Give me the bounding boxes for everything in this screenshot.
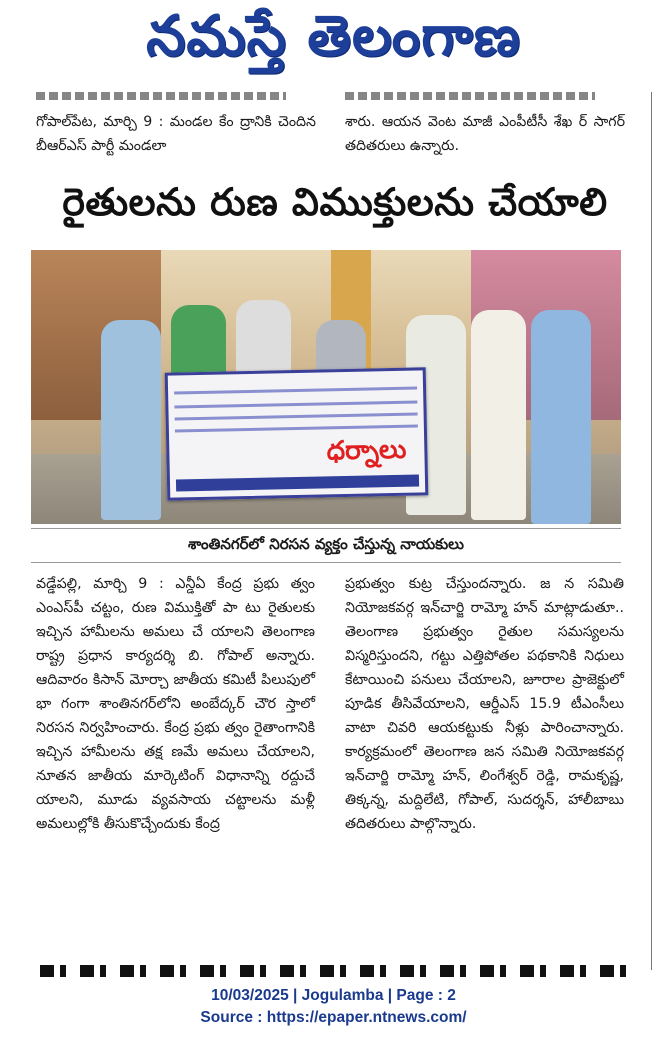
footer-date-edition: 10/03/2025 | Jogulamba | Page : 2: [211, 987, 456, 1004]
newspaper-masthead: నమస్తే తెలంగాణ: [146, 3, 521, 69]
top-story-right-column: [345, 110, 625, 160]
footer-source[interactable]: Source : https://epaper.ntnews.com/: [200, 1009, 467, 1026]
top-story-left-column: [36, 110, 316, 160]
article-right-column: [345, 572, 624, 962]
article-left-column: [36, 572, 315, 962]
caption-rule-bottom: [31, 562, 621, 563]
cropped-next-headline: [40, 965, 630, 977]
photo-person: [471, 310, 526, 520]
page-edge-rule: [651, 92, 652, 970]
cropped-line-right: [345, 92, 595, 100]
caption-rule-top: [31, 528, 621, 529]
photo-person: [531, 310, 591, 524]
photo-caption: శాంతినగర్‌లో నిరసన వ్యక్తం చేస్తున్న నాయకులు: [187, 535, 464, 553]
banner-word: ధర్నాలు: [326, 434, 407, 467]
article-left-text: వడ్డేపల్లి, మార్చి 9 : ఎన్డీఏ కేంద్ర ప్రభు త్వం ఎంఎస్‌పీ చట్టం, రుణ విముక్తితో పా టు రైతులకు ఇచ్చిన హామీలను అమలు చే యాలని తెలంగాణ రాష్ట్ర ప్రధాన కార్యదర్శి బి. గోపాల్ అన్నారు. ఆదివారం కిసాన్ మోర్చా జాతీయ కమిటీ పిలుపులో భా గంగా శాంతినగర్‌లోని అంబేద్కర్ చౌర స్తాలో నిరసన నిర్వహించారు. కేంద్ర ప్రభు త్వం రైతాంగానికి ఇచ్చిన హామీలను తక్ష ణమే అమలు చేయాలని, నూతన జాతీయ మార్కెటింగ్ విధానాన్ని రద్దుచే యాలని, మూడు వ్యవసాయ చట్టాలను మళ్లీ అమలుల్లోకి తీసుకొచ్చేందుకు కేంద్ర: [36, 576, 315, 832]
article-headline: రైతులను రుణ విముక్తులను చేయాలి: [62, 180, 608, 224]
article-right-text: ప్రభుత్వం కుట్ర చేస్తుందన్నారు. జ న సమితి నియోజకవర్గ ఇన్‌చార్జి రామ్మో హన్ మాట్లాడుతూ.. తెలంగాణ ప్రభుత్వం రైతుల సమస్యలను విస్మరిస్తుందని, గట్టు ఎత్తిపోతల పథకానికి నిధులు కేటాయించి పనులు చేయాలని, జూరాల ప్రాజెక్టులో పూడిక తీసివేయాలని, ఆర్డీఎస్ 15.9 టీఎంసీలు వాటా చివరి ఆయకట్టుకు నీళ్లు పారించాన్నారు. కార్యక్రమంలో తెలంగాణ జన సమితి నియోజకవర్గ ఇన్‌చార్జి రామ్మో హన్, లింగేశ్వర్ రెడ్డి, రామకృష్ణ, తిక్కన్న, మద్దిలేటి, గోపాల్, సుదర్శన్, హాలీబాబు తదితరులు పాల్గొన్నారు.: [345, 576, 624, 832]
photo-person: [236, 300, 291, 380]
photo-person: [101, 320, 161, 520]
top-story-left-text: గోపాల్‌పేట, మార్చి 9 : మండల కేం ద్రానికి చెందిన బీఆర్‌ఎస్ పార్టీ మండలా: [36, 114, 316, 154]
top-story-right-text: శారు. ఆయన వెంట మాజీ ఎంపీటీసీ శేఖ ర్ సాగర్ తదితరులు ఉన్నారు.: [345, 114, 625, 154]
footer: [0, 985, 667, 1029]
protest-banner: [165, 367, 429, 500]
news-photo: [31, 250, 621, 524]
cropped-line-left: [36, 92, 286, 100]
